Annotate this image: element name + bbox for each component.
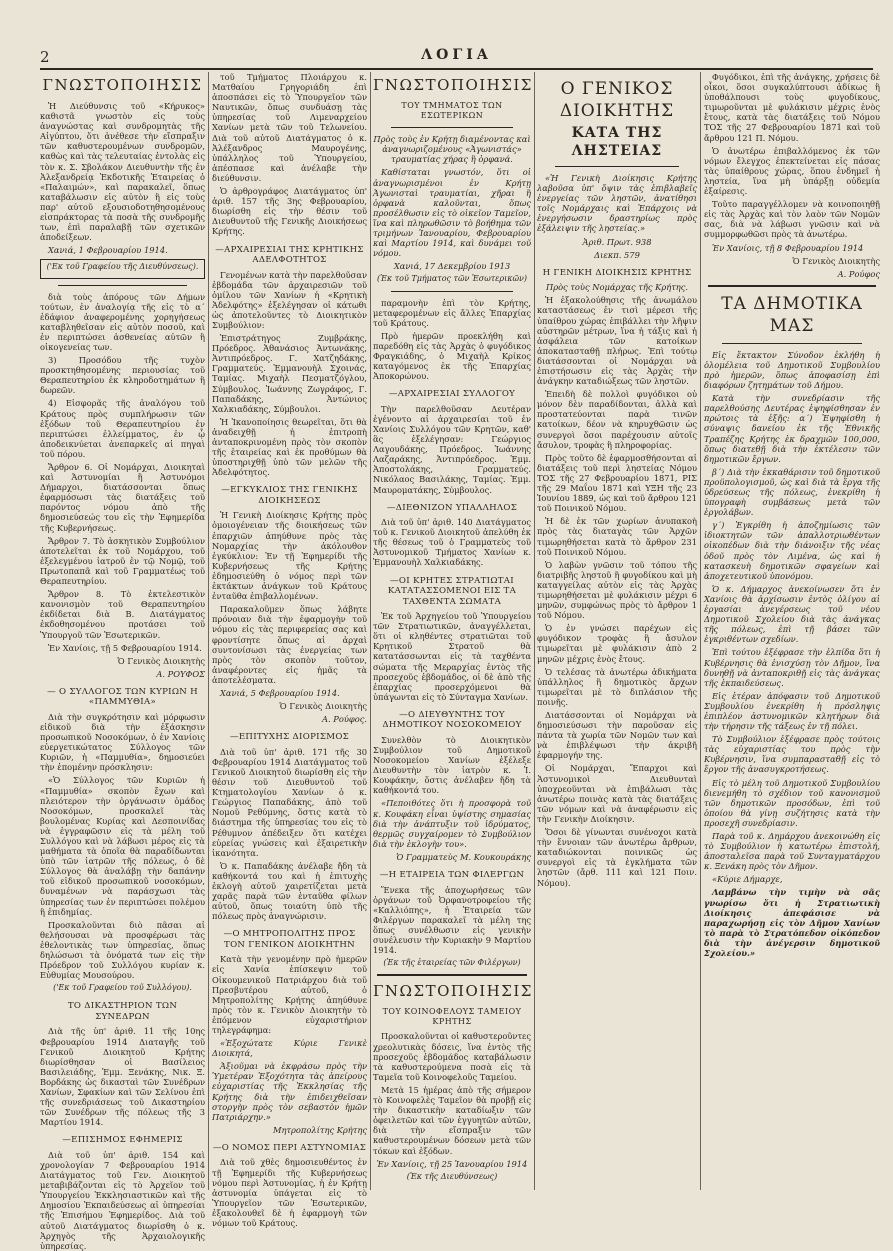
article-paragraph: Εἰς τὸ μέλη τοῦ Δημοτικοῦ Συμβουλίου διενεμήθη τὸ σχέδιον τοῦ κανονισμοῦ τῶν δημοτικῶν προσόδων, ἐπὶ τοῦ ὁποίου θὰ γίνῃ συζήτησις κατὰ τὴν προσεχῆ συνεδρίασιν.: [704, 777, 880, 828]
column-divider: [208, 72, 209, 1190]
article-paragraph: Εἰς ἑτέραν ἀπόφασιν τοῦ Δημοτικοῦ Συμβουλίου ἐνεκρίθη ἡ πρόσληψις ἐπιπλέον ἀστυνομικῶν κλητήρων διὰ τὴν τήρησιν τῆς τάξεως ἐν τῇ πόλει.: [704, 690, 880, 732]
notice-date: Ἐν Χανίοις, τῇ 25 Ἰανουαρίου 1914: [376, 1158, 528, 1169]
article-paragraph: Κατὰ τὴν συνεδρίασιν τῆς παρελθούσης Δευτέρας ἐψηφίσθησαν ἐν πρώτοις τὰ ἑξῆς: α΄) Ἐψηφίσθη ἡ σύναψις δανείου ἐκ τῆς Ἐθνικῆς Τραπέζης Κρήτης ἐκ δραχμῶν 100,000, ὅπως διατεθῇ διὰ τὴν ἐκτέλεσιν τῶν δημοτικῶν ἔργων.: [704, 393, 880, 464]
article-paragraph: Ἐπὶ τούτου ἐξέφρασε τὴν ἐλπίδα ὅτι ἡ Κυβέρνησις θὰ ἐνισχύσῃ τὸν Δῆμον, ἵνα δυνηθῇ νὰ ἀνταποκριθῇ εἰς τὰς ἀνάγκας τῆς ἐκπαιδεύσεως.: [704, 647, 880, 688]
signature-name: Α. ΡΟΥΦΟΣ: [156, 668, 205, 679]
article-paragraph: Ὁ ἀρθρογράφος Διατάγματος ὑπ' ἀριθ. 157 τῆς 3ης Φεβρουαρίου, διωρίσθη εἰς τὴν θέσιν τοῦ Διευθυντοῦ τῆς Γενικῆς Διοικήσεως Κρήτης.: [212, 186, 367, 237]
divider: [555, 166, 679, 167]
epigraph: «Ἡ Γενικὴ Διοίκησις Κρήτης λαβοῦσα ὑπ' ὄψιν τὰς ἐπιβλαβεῖς ἐνεργείας τῶν ληστῶν, ἀνατίθησι τοῖς Νομάρχαις καὶ Ἐπάρχοις νὰ ἐνεργήσωσιν δραστηρίως πρὸς ἐξάλειψιν τῆς ληστείας.»: [537, 173, 697, 234]
article-paragraph: Τὸ Συμβούλιον ἐξέφρασε πρὸς τούτοις τὰς εὐχαριστίας του πρὸς τὴν Κυβέρνησιν, ἵνα συμπαρασταθῇ εἰς τὸ ἔργον τῆς ἀνασυγκροτήσεως.: [704, 734, 880, 775]
section-heading: Η ΓΕΝΙΚΗ ΔΙΟΙΚΗΣΙΣ ΚΡΗΤΗΣ: [542, 267, 692, 278]
article-paragraph: Ὁ κ. Παπαδάκης ἀνέλαβε ἤδη τὰ καθήκοντά του καὶ ἡ ἐπιτυχὴς ἐκλογὴ αὐτοῦ χαιρετίζεται μετὰ χαρᾶς παρὰ τῶν ἐνταῦθα φίλων αὐτοῦ, ὅπως τοιαύτη ὑπὸ τῆς πόλεως πρὸς ἀναγνώρισιν.: [212, 860, 367, 922]
article-date: Χανιά, 5 Φεβρουαρίου 1914.: [220, 687, 340, 698]
notice-paragraph: Μετὰ 15 ἡμέρας ἀπὸ τῆς σήμερον τὸ Κοινοφελὲς Ταμεῖον θὰ προβῇ εἰς τὴν δικαστικὴν καταδίωξιν τῶν ὀφειλετῶν καὶ τῶν ἐγγυητῶν αὐτῶν, διὰ τὴν εἴσπραξιν τῶν καθυστερουμένων δόσεων μετὰ τῶν τόκων καὶ ἐξόδων.: [373, 1084, 531, 1156]
column-divider: [700, 72, 701, 1190]
signature-name: Α. Ρούφος.: [322, 714, 367, 725]
article-paragraph: Ὁ ἀνωτέρω ἐπιβαλλόμενος ἐκ τῶν νόμων ἔλεγχος ἐπεκτείνεται εἰς πάσας τὰς ὑπαίθρους χώρας, ὅπου ἐνδημεῖ ἡ ληστεία, ἵνα μὴ ὑπάρξῃ οὐδεμία ἐξαίρεσις.: [704, 145, 880, 197]
article-paragraph: Γενομένων κατὰ τὴν παρελθοῦσαν ἑβδομάδα τῶν ἀρχαιρεσιῶν τοῦ ὁμίλου τῶν Χανίων ἡ «Κρητικὴ Ἀδελφότης» ἐξελέγησαν οἱ κάτωθι ὡς ἀποτελοῦντες τὸ Διοικητικὸν Συμβούλιον:: [212, 269, 367, 330]
letter-salutation: «Κύριε Δήμαρχε,: [712, 874, 783, 885]
signature-role: Ὁ Γενικὸς Διοικητὴς: [792, 255, 880, 266]
article-paragraph: τοῦ Τμήματος Πλοιάρχου κ. Ματθαίου Γρηγοριάδη ἐπὶ ἀποσπάσει εἰς τὸ Ὑπουργεῖον τῶν Ναυτικῶν, ὅπως συνδυάσῃ τὰς ὑπηρεσίας τοῦ Λιμεναρχείου Χανίων μετὰ τῶν τοῦ Τελωνείου. Διὰ τοῦ αὐτοῦ Διατάγματος ὁ κ. Ἀλέξανδρος Μαυρογένης, ὑπάλληλος τοῦ Ὑπουργείου, ἀπέσπασε καὶ ἀνέλαβε τὴν διεύθυνσιν.: [212, 72, 367, 183]
article-paragraph: «Πεποιθότες ὅτι ἡ προσφορὰ τοῦ κ. Κουφάκη εἶναι ὑψίστης σημασίας διὰ τὴν ἀνάπτυξιν τοῦ ἱδρύματος, θερμῶς συγχαίρομεν τὸ Συμβούλιον διὰ τὴν ἐκλογὴν του».: [373, 798, 531, 849]
section-heading: — Ο ΣΥΛΛΟΓΟΣ ΤΩΝ ΚΥΡΙΩΝ Η «ΠΑΜΜΥΘΙΑ»: [47, 686, 198, 708]
section-heading: —Ο ΝΟΜΟΣ ΠΕΡΙ ΑΣΤΥΝΟΜΙΑΣ: [212, 1142, 367, 1153]
article-paragraph: Διὰ τοῦ ὑπ' ἀριθ. 140 Διατάγματος τοῦ κ. Γενικοῦ Διοικητοῦ ἀπελύθη ἐκ τῆς θέσεως τοῦ ὁ Γραμματεὺς τοῦ Ἀστυνομικοῦ Τμήματος Χανίων κ. Ἐμμανουὴλ Χαλκιαδάκης.: [373, 517, 531, 568]
article-paragraph: Παρακαλοῦμεν ὅπως λάβητε πρόνοιαν διὰ τὴν ἐφαρμογὴν τοῦ νόμου εἰς τὰς περιφερείας σας καὶ φροντίσητε ὅπως αἱ ἀρχαὶ συντονίσωσι τὰς ἐνεργείας των πρὸς τὸν σκοπὸν τοῦτον, ἀναφέροντες εἰς ἡμᾶς τὰ ἀποτελέσματα.: [212, 604, 367, 685]
divider: [722, 343, 862, 344]
article-paragraph: «Ἐξοχώτατε Κύριε Γενικὲ Διοικητά,: [212, 1038, 367, 1059]
section-heading: —ΕΓΚΥΚΛΙΟΣ ΤΗΣ ΓΕΝΙΚΗΣ ΔΙΟΙΚΗΣΕΩΣ: [221, 485, 358, 506]
addressee: Πρὸς τοὺς Νομάρχας τῆς Κρήτης.: [545, 282, 689, 293]
column-divider: [534, 72, 535, 1190]
reference-number: Διεκπ. 579: [594, 249, 640, 260]
column-2: [212, 72, 367, 1228]
article-paragraph: Ὁ τελέσας τὰ ἀνωτέρω ἀδικήματα ὑπάλληλος ἢ δημοτικὸς ἄρχων τιμωρεῖται μὲ τὸ διπλάσιον τῆς ποινῆς.: [537, 666, 697, 707]
section-heading: —ΔΙΕΘΝΙΖΟΝ ΥΠΑΛΛΗΛΟΣ: [386, 502, 518, 513]
article-paragraph: Ἐπειδὴ δὲ πολλοὶ φυγόδικοι οὐ μόνον δὲν παραδίδονται, ἀλλὰ καὶ προστατεύονται παρὰ τινῶν κατοίκων, δέον νὰ κηρυχθῶσιν ὡς συνεργοὶ ὅσοι παρέχουσιν αὐτοῖς ἄσυλον, τροφὰς ἢ πληροφορίας.: [537, 389, 697, 450]
article-paragraph: Πρὸς τοῦτο δὲ ἐφαρμοσθήσονται αἱ διατάξεις τοῦ περὶ ληστείας Νόμου ΤΟΣ τῆς 27 Φεβρουαρίου 1871, ΡΙΣ τῆς 29 Μαΐου 1871 καὶ ΥΞΗ τῆς 23 Ἰουνίου 1889, ὡς καὶ τοῦ ἄρθρου 121 τοῦ Ποινικοῦ Νόμου.: [537, 452, 697, 514]
divider: [377, 974, 527, 976]
article-paragraph: Τοῦτο παραγγέλλομεν νὰ κοινοποιηθῇ εἰς τὰς Ἀρχὰς καὶ τὸν λαὸν τῶν Νομῶν σας, διὰ νὰ λάβωσι γνῶσιν καὶ νὰ συμμορφωθῶσι πρὸς τὰ ἀνωτέρω.: [704, 199, 880, 240]
article-paragraph: Διὰ τοῦ χθὲς δημοσιευθέντος ἐν τῇ Ἐφημερίδι τῆς Κυβερνήσεως νόμου περὶ Ἀστυνομίας, ἡ ἐν Κρήτῃ ἀστυνομία ὑπάγεται εἰς τὸ Ὑπουργεῖον τῶν Ἐσωτερικῶν, ἐξακολουθεῖ δὲ ἡ ἐφαρμογὴ τῶν νόμων τοῦ Κράτους.: [212, 1157, 367, 1228]
section-heading: —ΕΠΙΤΥΧΗΣ ΔΙΟΡΙΣΜΟΣ: [229, 732, 350, 743]
divider: [391, 127, 513, 128]
article-paragraph: γ΄) Ἐγκρίθη ἡ ἀποζημίωσις τῶν ἰδιοκτητῶν τῶν ἀπαλλοτριωθέντων οἰκοπέδων διὰ τὴν διάνοιξιν τῆς νέας ὁδοῦ πρὸς τὸν Λιμένα, ὡς καὶ ἡ κατασκευὴ δημοτικῶν σφαγείων καὶ ἀποχετευτικοῦ ὑπονόμου.: [704, 520, 880, 581]
reference-number: Ἀριθ. Πρωτ. 938: [582, 236, 652, 247]
notice-source: ('Εκ τοῦ Γραφείου τῆς Διευθύνσεως).: [46, 262, 199, 272]
notice-title: ΓΝΩΣΤΟΠΟΙΗΣΙΣ: [373, 982, 533, 1001]
page-number: 2: [40, 48, 50, 66]
divider: [708, 285, 876, 287]
article-paragraph: Ἡ Ἰκανοποίησις θεωρεῖται, ὅτι θὰ ἀναδειχθῇ ἡ ἐπιτροπὴ ἀνταποκρινομένη πρὸς τὸν σκοπὸν τῆς ἑταιρείας καὶ ἐκ προθύμων θὰ ὑποστηριχθῇ ὑπὸ τῶν μελῶν τῆς Ἀδελφότητος.: [212, 416, 367, 478]
article-paragraph: Ὅσοι δὲ γίνωνται συνένοχοι κατὰ τὴν ἔννοιαν τῶν ἀνωτέρω ἄρθρων, καταδιώκονται ποινικῶς ὡς συνεργοὶ εἰς τὰ ἐγκλήματα τῶν ληστῶν (ἄρθ. 111 καὶ 121 Ποιν. Νόμου).: [537, 827, 697, 888]
article-paragraph: Πρὸ ἡμερῶν προεκλήθη καὶ παρεδόθη εἰς τὰς Ἀρχὰς ὁ φυγόδικος Φραγκιάδης, ὁ Μιχαὴλ Κρίκος καταγόμενος ἐκ τῆς Ἐπαρχίας Ἀποκορώνου.: [373, 330, 531, 382]
signature-role: Ὁ Γενικὸς Διοικητὴς: [117, 655, 205, 666]
article-paragraph: Οἱ Νομάρχαι, Ἔπαρχοι καὶ Ἀστυνομικοὶ Διευθυνταὶ ὑποχρεοῦνται νὰ ἐπιβάλωσι τὰς ἀνωτέρω ποινὰς κατὰ τὰς διατάξεις τῶν νόμων καὶ νὰ ἀναφέρωσιν εἰς τὴν Γενικὴν Διοίκησιν.: [537, 763, 697, 824]
article-paragraph: παραμονὴν ἐπὶ τὸν Κρήτης, μεταφερομένων εἰς ἄλλες Ἐπαρχίας τοῦ Κράτους.: [373, 297, 531, 328]
notice-address: Πρὸς τοὺς ἐν Κρήτῃ διαμένοντας καὶ ἀναγνωριζομένους «Ἀγωνιστάς» τραυματίας χήρας ἢ ὀρφανά.: [373, 134, 531, 165]
section-heading: —ΑΡΧΑΙΡΕΣΙΑΙ ΣΥΛΛΟΓΟΥ: [388, 389, 516, 400]
notice-source: (Ἐκ τοῦ Τμήματος τῶν Ἐσωτερικῶν): [376, 274, 528, 284]
article-date: Ἐν Χανίοις, τῇ 8 Φεβρουαρίου 1914: [712, 242, 864, 253]
article-paragraph: Εἰς ἔκτακτον Σύνοδον ἐκλήθη ἡ ὁλομέλεια τοῦ Δημοτικοῦ Συμβουλίου πρὸ ἡμερῶν, ὅπως ἀποφασίσῃ ἐπὶ διαφόρων ζητημάτων τοῦ Δήμου.: [704, 349, 880, 391]
article-paragraph: Διὰ τῆς ὑπ' ἀριθ. 11 τῆς 10ης Φεβρουαρίου 1914 Διαταγῆς τοῦ Γενικοῦ Διοικητοῦ Κρήτης διωρίσθησαν οἱ Βασίλειος Βασιλειάδης, Ἐμμ. Ξενάκης, Νικ. Ξ. Βορδάκης ὡς δικασταὶ τῶν Συνέδρων Χανίων, Σφακίων καὶ τῶν Σελίνου ἐπὶ τῆς συνεδριάσεως τοῦ Δικαστηρίου τῶν Συνέδρων τῆς πόλεως τῆς 3 Μαρτίου 1914.: [40, 1026, 205, 1128]
law-paragraph: Ἄρθρον 6. Οἱ Νομάρχαι, Διοικηταὶ καὶ Ἀστυνομίαι ἢ Ἀστυνόμοι Δήμαρχοι, διατάσσονται ὅπως ἐφαρμόσωσι τὰς διατάξεις τοῦ παρόντος νόμου ἀπὸ τῆς δημοσιεύσεώς του εἰς τὴν Ἐφημερίδα τῆς Κυβερνήσεως.: [40, 462, 205, 533]
column-5: [704, 72, 880, 1190]
article-title-line2: ΚΑΤΑ ΤΗΣ ΛΗΣΤΕΙΑΣ: [571, 125, 663, 159]
article-title: ΤΑ ΔΗΜΟΤΙΚΑ ΜΑΣ: [721, 293, 863, 336]
letter-body: Λαμβάνω τὴν τιμὴν νὰ σᾶς γνωρίσω ὅτι ἡ Στρατιωτικὴ Διοίκησις ἀπεφάσισε νὰ παραχωρήσῃ εἰς τὸν Δῆμον Χανίων τὸ παρὰ τὸ Στρατόπεδον οἰκόπεδον διὰ τὴν ἀνέγερσιν δημοτικοῦ Σχολείου.»: [704, 887, 880, 959]
law-paragraph: 4) Εἰσφορᾶς τῆς ἀναλόγου τοῦ Κράτους πρὸς συμπλήρωσιν τῶν ἐξόδων τοῦ Θεραπευτηρίου ἐν περιπτώσει ἐλλείμματος, ἐν ᾧ ἀποδεικνύεται ἀνεπαρκεῖς αἱ πηγαὶ τοῦ πόρου.: [40, 398, 205, 459]
article-paragraph: Ἡ δὲ ἐκ τῶν χωρίων ἀνυπακοὴ πρὸς τὰς διαταγὰς τῶν Ἀρχῶν τιμωρηθήσεται κατὰ τὸ ἄρθρον 231 τοῦ Ποινικοῦ Νόμου.: [537, 516, 697, 557]
article-paragraph: «Ὁ Σύλλογος τῶν Κυριῶν ἡ «Παμμυθία» σκοπὸν ἔχων καὶ πλειότερον τὴν ὀργάνωσιν ὁμάδος Νοσοκόμων, προσκαλεῖ τὰς βουλομένας Κυρίας καὶ Δεσποινίδας νὰ ἐγγραφῶσιν εἰς τὰ μέλη τοῦ Συλλόγου καὶ νὰ λάβωσι μέρος εἰς τὰ μαθήματα τὰ ὁποῖα θὰ παραδίδωνται ὑπὸ τῶν ἰατρῶν τῆς πόλεως, ὁ δὲ Σύλλογος θὰ ἀναλάβῃ τὴν δαπάνην τοῦ εἰδικοῦ προσωπικοῦ νοσοκόμων, δυναμένων νὰ παράσχωσι τὰς ὑπηρεσίας των ἐν περιπτώσει πολέμου ἢ ἐπιδημίας.: [40, 775, 205, 917]
signature-name: Μητροπολίτης Κρήτης: [273, 1124, 367, 1135]
signature-role: Ὁ Γενικὸς Διοικητὴς: [279, 701, 367, 712]
article-paragraph: β΄) Διὰ τὴν ἐκκαθάρισιν τοῦ δημοτικοῦ προϋπολογισμοῦ, ὡς καὶ διὰ τὰ ἔργα τῆς ὑδρεύσεως τῆς πόλεως, ἐνεκρίθη ἡ ὑπογραφὴ συμβάσεως μετὰ τῶν ἐργολάβων.: [704, 466, 880, 518]
notice-paragraph: Καθίσταται γνωστόν, ὅτι οἱ ἀναγνωρισμένοι ἐν Κρήτῃ Ἀγωνισταὶ τραυματίαι, χῆραι ἢ ὀρφανὰ καλοῦνται, ὅπως προσέλθωσιν εἰς τὸ οἰκεῖον Ταμεῖον, ἵνα καὶ πληρωθῶσιν τὸ βοήθημα τῶν τριμήνων Ἰανουαρίου, Φεβρουαρίου καὶ Μαρτίου 1914, καὶ δυνάμει τοῦ νόμου.: [373, 167, 531, 259]
article-paragraph: Ἐπιστράτηγος Ζυμβράκης, Πρόεδρος. Ἀθανάσιος Ἀντωνάκης, Ἀντιπρόεδρος. Γ. Χατζηδάκης, Γραμματεύς. Ἐμμανουὴλ Σχοινάς, Ταμίας. Μιχαὴλ Πεσματζόγλου, Σύμβουλος. Ἰωάννης Ζωγράφος, Γ. Παπαδάκης, Ἀντώνιος Χαλκιαδάκης, Σύμβουλοι.: [212, 333, 367, 414]
article-source: (Ἐκ τῆς ἑταιρείας τῶν Φιλέργων): [383, 958, 521, 968]
article-paragraph: Διὰ τοῦ ὑπ' ἀριθ. 171 τῆς 30 Φεβρουαρίου 1914 Διατάγματος τοῦ Γενικοῦ Διοικητοῦ διωρίσθη εἰς τὴν θέσιν τοῦ Διευθυντοῦ τοῦ Κτηματολογίου Χανίων ὁ κ. Γεώργιος Παπαδάκης, ἀπὸ τοῦ Νομοῦ Ρεθύμνης, ὅστις κατὰ τὸ διάστημα τῆς ὑπηρεσίας του εἰς τὸ Ρέθυμνον ἀπέδειξεν ὅτι κατέχει εὐρείας γνώσεις καὶ ἐξαιρετικὴν ἱκανότητα.: [212, 746, 367, 858]
article-paragraph: Διατάσσονται οἱ Νομάρχαι νὰ δημοσιεύσωσι τὴν παροῦσαν εἰς πάντα τὰ χωρία τῶν Νομῶν των καὶ νὰ ἐπιβλέψωσι τὴν ἀκριβῆ ἐφαρμογήν της.: [537, 710, 697, 761]
running-header: [40, 46, 873, 70]
article-paragraph: Προσκαλοῦνται διὸ πᾶσαι αἱ θελήσουσαι νὰ προσφέρωσι τὰς ἐθελοντικὰς των ὑπηρεσίας, ὅπως δηλώσωσι τὰ ὀνόματά των εἰς τὴν Πρόεδρον τοῦ Συλλόγου κυρίαν κ. Εὐθυμίας Μουσούρου.: [40, 919, 205, 981]
notice-date: Χανιά, 17 Δεκεμβρίου 1913: [393, 261, 511, 272]
section-heading: —ΕΠΙΣΗΜΟΣ ΕΦΗΜΕΡΙΣ: [62, 1135, 183, 1146]
article-paragraph: Ἡ ἐξακολούθησις τῆς ἀνωμάλου καταστάσεως ἐν τισὶ μέρεσι τῆς ὑπαίθρου χώρας ἐπιβάλλει τὴν λῆψιν αὐστηρῶν μέτρων, ἵνα ἡ τάξις καὶ ἡ ἀσφάλεια τῶν κατοίκων ἀποκατασταθῇ πλήρως. Ἐπὶ τούτῳ διατάσσονται οἱ Νομάρχαι νὰ ἐπιστήσωσιν εἰς τὰς Ἀρχὰς τὴν ἀνάγκην καταδιώξεως τῶν ληστῶν.: [537, 295, 697, 387]
article-paragraph: Παρὰ τοῦ κ. Δημάρχου ἀνεκοινώθη εἰς τὸ Συμβούλιον ἡ κατωτέρω ἐπιστολή, ἀποσταλεῖσα παρὰ τοῦ Συνταγματάρχου κ. Ξενάκη πρὸς τὸν Δῆμον.: [704, 831, 880, 872]
notice-subtitle: ΤΟΥ ΚΟΙΝΟΦΕΛΟΥΣ ΤΑΜΕΙΟΥ ΚΡΗΤΗΣ: [382, 1007, 522, 1027]
notice-paragraph: Ἡ Διεύθυνσις τοῦ «Κήρυκος» καθιστᾶ γνωστὸν εἰς τοὺς ἀναγνώστας καὶ συνδρομητὰς τῆς Αἰγύπτου, ὅτι ἀνέθεσε τὴν εἴσπραξιν τῶν καθυστερουμένων συνδρομῶν, καθὼς καὶ τὰς τελευταίας ἐντολὰς εἰς τὸν κ. Σ. Σβολάκον Διευθυντὴν τῆς ἐν Ἀλεξανδρείᾳ Ἐκδοτικῆς Ἑταιρείας ὁ «Παλαιμών», καὶ παρακαλεῖ, ὅπως καταβάλωσιν εἰς αὐτὸν ἢ εἰς τοὺς παρ' αὐτοῦ εξουσιοδοτηθησομένους εἰσπράκτορας τὰ ποσὰ τῆς συνδρομῆς των, ἐπὶ παραλαβῇ τῶν σχετικῶν ἀποδείξεων.: [40, 101, 205, 243]
signature-name: Α. Ρούφος: [837, 268, 880, 279]
article-paragraph: Ἡ Γενικὴ Διοίκησις Κρήτης πρὸς ὁμοιογένειαν τῆς διοικήσεως τῶν ἐπαρχιῶν ἀπηύθυνε πρὸς τὰς Νομαρχίας τὴν ἀκόλουθον ἐγκύκλιον: Ἐν τῇ Ἐφημερίδι τῆς Κυβερνήσεως τῆς Κρήτης ἐδημοσιεύθη ὁ νόμος περὶ τῶν ἐκτάκτων ἀνάγκων τοῦ Κράτους ἐνταῦθα ἐπιβαλλομένων.: [212, 510, 367, 602]
article-paragraph: Τὴν παρελθοῦσαν Δευτέραν ἐγένοντο αἱ ἀρχαιρεσίαι τοῦ ἐν Χανίοις Συλλόγου τῶν Κρητῶν, καθ' ἃς ἐξελέγησαν: Γεώργιος Λαγουδάκης, Πρόεδρος. Ἰωάννης Λαζαράκης, Ἀντιπρόεδρος. Ἐμμ. Ἀποστολάκης, Γραμματεύς. Νικόλαος Βασιλάκης, Ταμίας. Ἐμμ. Μαυροματάκης, Σύμβουλος.: [373, 403, 531, 495]
notice-title: ΓΝΩΣΤΟΠΟΙΗΣΙΣ: [42, 76, 203, 94]
article-paragraph: Ἐκ τοῦ Ἀρχηγείου τοῦ Ὑπουργείου τῶν Στρατιωτικῶν, ἀναγγέλλεται, ὅτι οἱ κληθέντες στρατιῶται τοῦ Κρητικοῦ Στρατοῦ θὰ κατατάσσωνται εἰς τὰ ταχθέντα σώματα τῆς Μεραρχίας ἐντὸς τῆς προσεχοῦς ἑβδομάδος, οἱ δὲ ἀπὸ τῆς ἐπαρχίας προσερχόμενοι θὰ ὑπάγωνται εἰς τὸ Σύνταγμα Χανίων.: [373, 611, 531, 702]
article-title: Ο ΓΕΝΙΚΟΣ ΔΙΟΙΚΗΤΗΣ: [559, 79, 675, 121]
article-paragraph: Κατὰ τὴν γενομένην πρὸ ἡμερῶν εἰς Χανία ἐπίσκεψιν τοῦ Οἰκουμενικοῦ Πατριάρχου διὰ τοῦ Πρεσβυτέρου αὐτοῦ, ὁ Μητροπολίτης Κρήτης ἀπηύθυνε πρὸς τὸν κ. Γενικὸν Διοικητὴν τὸ ἑπόμενον εὐχαριστήριον τηλεγράφημα:: [212, 954, 367, 1035]
article-paragraph: Ὁ ἐν γνώσει παρέχων εἰς φυγόδικον τροφὰς ἢ ἄσυλον τιμωρεῖται μὲ φυλάκισιν ἀπὸ 2 μηνῶν μέχρις ἑνὸς ἔτους.: [537, 623, 697, 664]
article-paragraph: Ὁ κ. Δήμαρχος ἀνεκοίνωσεν ὅτι ἐν Χανίοις θὰ ἀρχίσωσιν ἐντὸς ὀλίγου αἱ ἐργασίαι ἀνεγέρσεως τοῦ νέου Δημοτικοῦ Σχολείου διὰ τὰς ἀνάγκας τῆς πόλεως, ἐπὶ τῇ βάσει τῶν ἐγκριθέντων σχεδίων.: [704, 583, 880, 645]
article-paragraph: Φυγόδικοι, ἐπὶ τῆς ἀνάγκης, χρήσεις δὲ οἶκοι, ὅσοι συγκαλύπτουσι ἀδίκως ἢ ὑποθάλπουσι τοὺς φυγοδίκους, τιμωροῦνται μὲ φυλάκισιν μέχρις ἑνὸς ἔτους, κατὰ τὰς διατάξεις τοῦ Νόμου ΤΟΣ τῆς 27 Φεβρουαρίου 1871 καὶ τοῦ ἄρθρου 121 Π. Νόμου.: [704, 72, 880, 143]
section-heading: ΤΟ ΔΙΚΑΣΤΗΡΙΟΝ ΤΩΝ ΣΥΝΕΔΡΩΝ: [67, 1001, 178, 1022]
notice-subtitle: ΤΟΥ ΤΜΗΜΑΤΟΣ ΤΩΝ ΕΣΩΤΕΡΙΚΩΝ: [401, 101, 503, 121]
law-place-date: Ἐν Χανίοις, τῇ 5 Φεβρουαρίου 1914.: [48, 642, 202, 653]
column-divider: [370, 72, 371, 1190]
signature-name: Ὁ Γραμματεὺς Μ. Κουκουράκης: [396, 851, 531, 862]
law-paragraph: Ἄρθρον 8. Τὸ ἐκτελεστικὸν κανονισμὸν τοῦ Θεραπευτηρίου ἐκδίδεται διὰ Β. Διατάγματος ἐκδοθησομένου προτάσει τοῦ Ὑπουργοῦ τῶν Ἐσωτερικῶν.: [40, 589, 205, 640]
section-heading: —Ο ΜΗΤΡΟΠΟΛΙΤΗΣ ΠΡΟΣ ΤΟΝ ΓΕΝΙΚΟΝ ΔΙΟΙΚΗΤΗΝ: [223, 929, 356, 950]
notice-date: Χανιά, 1 Φεβρουαρίου 1914.: [48, 245, 168, 256]
law-paragraph: διὰ τοὺς ἀπόρους τῶν Δήμων τούτων, ἐν ἀναλογίᾳ τῆς εἰς τὸ α΄ ἐδάφιον ἀναφερομένης χορηγήσεως καταβληθεῖσαν εἰς αὐτὸν ποσοῦ, καὶ ἐν περιπτώσει ἀσθενείας αὐτῶν ἢ οἰκογενείας των.: [40, 291, 205, 352]
article-paragraph: Συνελθὸν τὸ Διοικητικὸν Συμβούλιον τοῦ Δημοτικοῦ Νοσοκομείου Χανίων ἐξέλεξε Διευθυντὴν τὸν ἰατρὸν κ. Ἰ. Κουφάκην, ὅστις ἀνέλαβεν ἤδη τὰ καθήκοντά του.: [373, 734, 531, 796]
article-paragraph: Διὰ τὴν συγκρότησιν καὶ μόρφωσιν εἰδικοῦ διὰ τὴν ἐξάσκησιν προσωπικοῦ Νοσοκόμων, ὁ ἐν Χανίοις εὐεργετικώτατος Σύλλογος τῶν Κυριῶν, ἡ «Παμμυθία», δημοσιεύει τὴν ἑπομένην πρόσκλησιν:: [40, 711, 205, 773]
section-heading: —Ο ΔΙΕΥΘΥΝΤΗΣ ΤΟΥ ΔΗΜΟΤΙΚΟΥ ΝΟΣΟΚΟΜΕΙΟΥ: [382, 709, 522, 731]
article-source: ('Εκ τοῦ Γραφείου τοῦ Συλλόγου).: [53, 983, 192, 993]
article-paragraph: Ἕνεκα τῆς ἀποχωρήσεως τῶν ὀργάνων τοῦ Ὀρφανοτροφείου τῆς «Καλλιόπης», ἡ Ἐταιρεία τῶν Φιλέργων παρακαλεῖ τὰ μέλη της ὅπως συνέλθωσιν εἰς γενικὴν συνέλευσιν τὴν Κυριακὴν 9 Μαρτίου 1914.: [373, 884, 531, 956]
article-paragraph: Ὁ λαβὼν γνῶσιν τοῦ τόπου τῆς διατριβῆς ληστοῦ ἢ φυγοδίκου καὶ μὴ καταγγείλας αὐτὸν εἰς τὰς Ἀρχὰς τιμωρηθήσεται μὲ φυλάκισιν μέχρι 6 μηνῶν, συμφώνως πρὸς τὸ ἄρθρον 1 τοῦ Νόμου.: [537, 559, 697, 621]
column-4: [537, 72, 697, 1190]
article-paragraph: Ἀξιοῦμαι νὰ ἐκφράσω πρὸς τὴν Ὑμετέραν Ἐξοχότητα τὰς ἀπείρους εὐχαριστίας τῆς Ἐκκλησίας τῆς Κρήτης διὰ τὴν ἐπιδειχθεῖσαν στοργὴν πρὸς τὸν σεβαστὸν ἡμῶν Πατριάρχην.»: [212, 1061, 367, 1122]
column-3: [373, 72, 531, 1190]
notice-title: ΓΝΩΣΤΟΠΟΙΗΣΙΣ: [373, 76, 533, 94]
divider: [391, 291, 513, 292]
section-heading: —ΟΙ ΚΡΗΤΕΣ ΣΤΡΑΤΙΩΤΑΙ ΚΑΤΑΤΑΣΣΟΜΕΝΟΙ ΕΙΣ ΤΑ ΤΑΧΘΕΝΤΑ ΣΩΜΑΤΑ: [387, 575, 517, 607]
notice-paragraph: Προσκαλοῦνται οἱ καθυστεροῦντες χρεολυτικὰς δόσεις, ἵνα ἐντὸς τῆς προσεχοῦς ἑβδομάδος καταβάλωσιν τὰ καθυστερούμενα ποσὰ εἰς τὰ Ταμεῖα τοῦ Κοινοφελοῦς Ταμείου.: [373, 1031, 531, 1082]
masthead-title: ΛΟΓΙΑ: [421, 47, 492, 63]
divider: [58, 285, 187, 286]
notice-source: (Ἐκ τῆς Διευθύνσεως): [406, 1171, 498, 1181]
section-heading: —Η ΕΤΑΙΡΕΙΑ ΤΩΝ ΦΙΛΕΡΓΩΝ: [379, 870, 525, 881]
column-1: [40, 72, 205, 1251]
article-paragraph: Διὰ τοῦ ὑπ' ἀριθ. 154 καὶ χρονολογίαν 7 Φεβρουαρίου 1914 Διατάγματος τοῦ Γεν. Διοικητοῦ μεταβιβάζονται εἰς τὸ Ἀρχεῖον τοῦ Ὑπουργείου Ἐκκλησιαστικῶν καὶ τῆς Δημοσίου Ἐκπαιδεύσεως αἱ ὑπηρεσίαι τῆς Ἐπισήμου Ἐφημερίδος. Διὰ τοῦ αὐτοῦ Διατάγματος διωρίσθη ὁ κ. Ἀρχηγὸς τῆς Ἀρχαιολογικῆς ὑπηρεσίας.: [40, 1149, 205, 1251]
section-heading: —ΑΡΧΑΙΡΕΣΙΑΙ ΤΗΣ ΚΡΗΤΙΚΗΣ ΑΔΕΛΦΟΤΗΤΟΣ: [215, 244, 364, 265]
law-paragraph: Ἄρθρον 7. Τὸ ἀσκητικὸν Συμβούλιον ἀποτελεῖται ἐκ τοῦ Νομάρχου, τοῦ ἐξελεγμένου ἰατροῦ ἐν τῷ Νομῷ, τοῦ Πρωτοπαπᾶ καὶ τοῦ Γραμματέως τοῦ Θεραπευτηρίου.: [40, 535, 205, 587]
law-paragraph: 3) Προσόδου τῆς τυχὸν προσκτηθησομένης περιουσίας τοῦ Θεραπευτηρίου ἐκ κληροδοτημάτων ἢ δωρεῶν.: [40, 355, 205, 396]
